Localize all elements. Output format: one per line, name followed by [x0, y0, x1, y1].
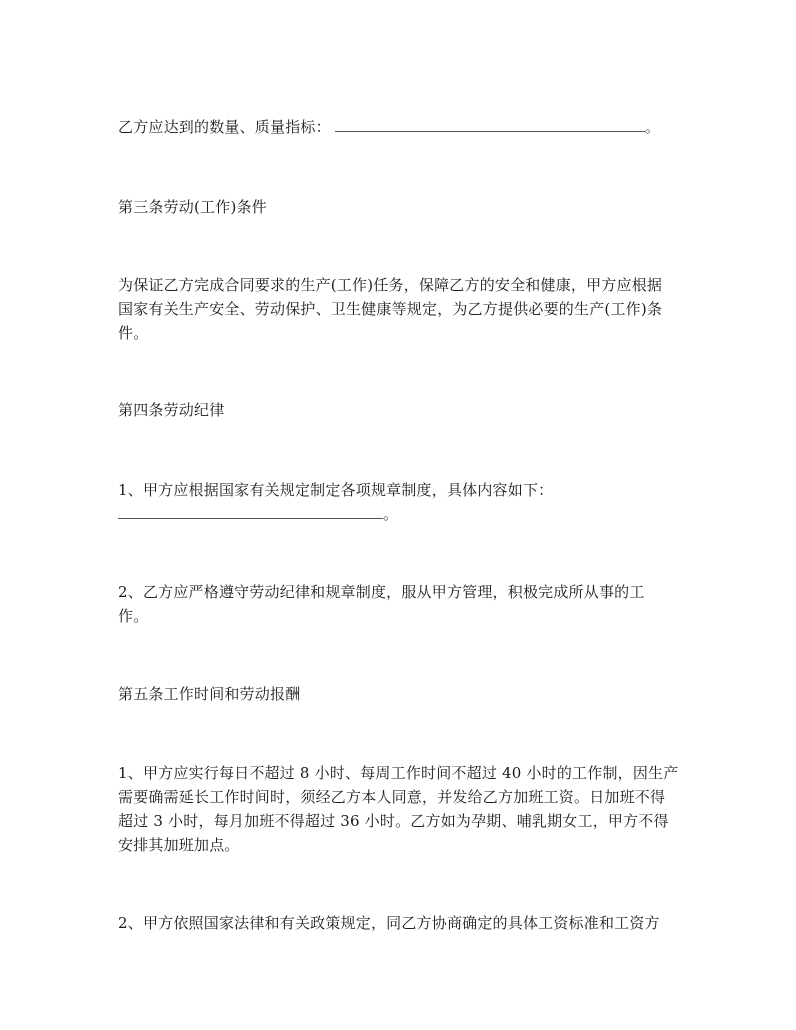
article5-item1-line-4: 安排其加班加点。 [118, 836, 240, 854]
quantity-indicator-label: 乙方应达到的数量、质量指标： [118, 118, 331, 136]
article3-heading: 第三条劳动(工作)条件 [118, 198, 267, 216]
article4-item1-blank-line [118, 504, 398, 524]
article3-line-1: 为保证乙方完成合同要求的生产(工作)任务，保障乙方的安全和健康，甲方应根据 [118, 276, 663, 294]
article4-item2-line-1: 2、乙方应严格遵守劳动纪律和规章制度，服从甲方管理，积极完成所从事的工 [118, 583, 645, 601]
quantity-indicator-blank [335, 117, 645, 132]
rules-content-blank [118, 504, 383, 519]
article5-item2-line-1: 2、甲方依照国家法律和有关政策规定，同乙方协商确定的具体工资标准和工资方 [118, 914, 660, 932]
quantity-indicator-line [118, 117, 660, 137]
article5-item1-line-2: 需要确需延长工作时间时，须经乙方本人同意，并发给乙方加班工资。日加班不得 [118, 788, 666, 806]
article5-heading: 第五条工作时间和劳动报酬 [118, 685, 301, 703]
article3-line-2: 国家有关生产安全、劳动保护、卫生健康等规定，为乙方提供必要的生产(工作)条 [118, 300, 663, 318]
article5-item1-line-1: 1、甲方应实行每日不超过 8 小时、每周工作时间不超过 40 小时的工作制，因生产 [118, 764, 679, 782]
article5-item1-line-3: 超过 3 小时，每月加班不得超过 36 小时。乙方如为孕期、哺乳期女工，甲方不得 [118, 812, 669, 830]
article4-heading: 第四条劳动纪律 [118, 401, 225, 419]
article4-item2-line-2: 作。 [118, 607, 149, 625]
article3-line-3: 件。 [118, 324, 149, 342]
quantity-indicator-end: 。 [644, 118, 661, 136]
rules-content-end: 。 [383, 505, 399, 523]
article4-item1-line-1: 1、甲方应根据国家有关规定制定各项规章制度，具体内容如下： [118, 481, 554, 499]
